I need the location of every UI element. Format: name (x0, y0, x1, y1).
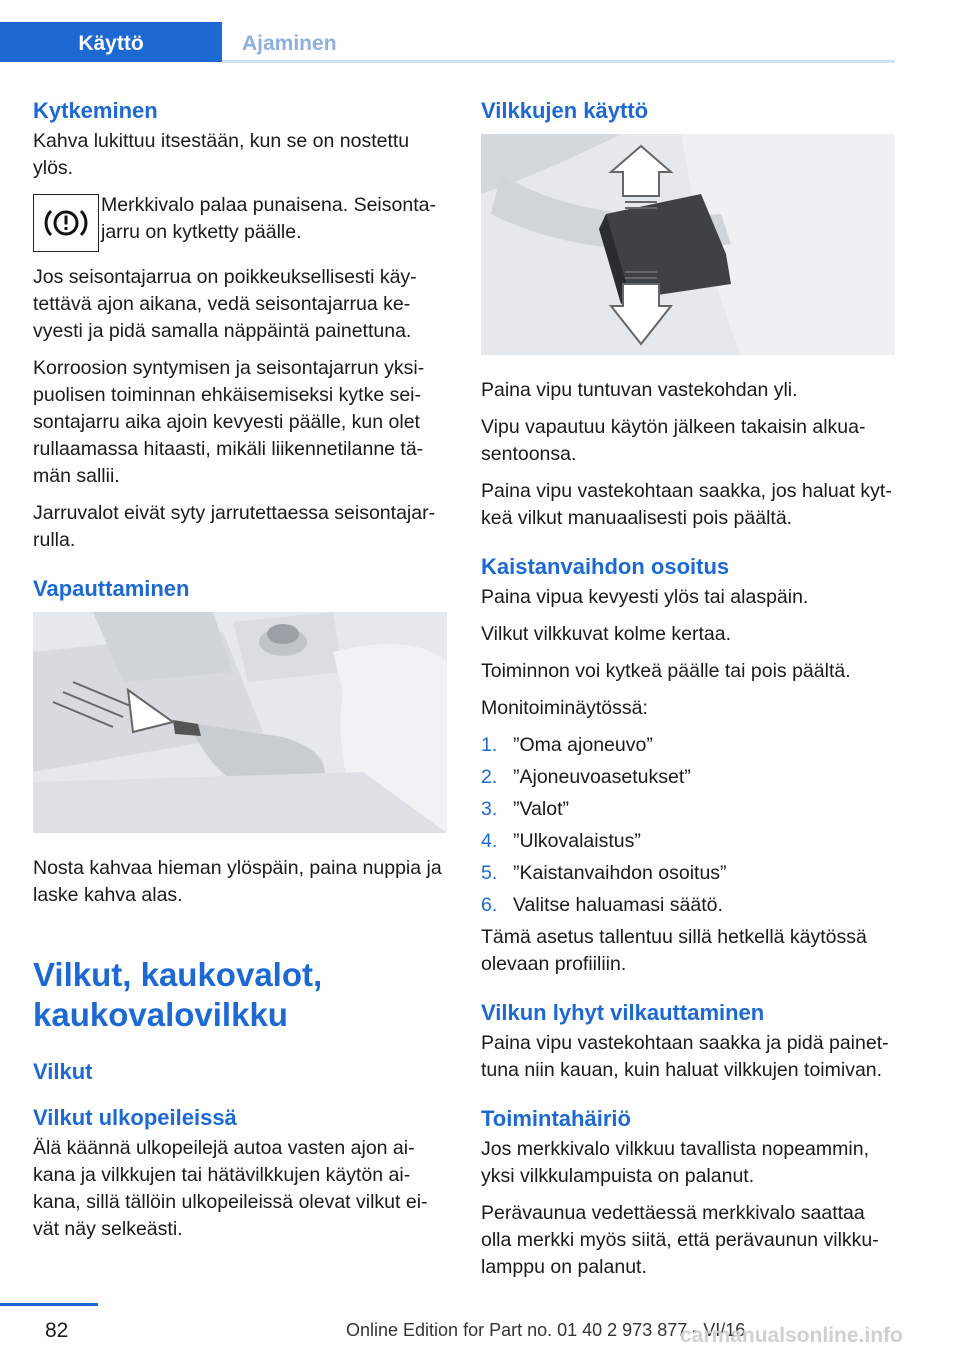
handbrake-illustration (33, 612, 447, 833)
heading-vapauttaminen: Vapauttaminen (33, 576, 190, 601)
turn-signal-lever-illustration (481, 134, 895, 355)
tab-ajaminen: Ajaminen (242, 32, 337, 55)
header-rule (222, 60, 895, 63)
left-column (33, 96, 447, 1253)
parking-brake-warning-icon (33, 194, 99, 252)
kaistanvaihto-p3: Toiminnon voi kytkeä päälle tai pois päältä. (481, 660, 851, 682)
right-column (481, 96, 895, 1291)
kaistanvaihto-p2: Vilkut vilkkuvat kolme kertaa. (481, 623, 731, 645)
heading-vilkut: Vilkut (33, 1059, 93, 1084)
kytkeminen-p1: Kahva lukittuu itsestään, kun se on nostettu ylös. (33, 130, 410, 179)
list-item: 2. ”Ajoneuvoasetukset” (481, 766, 691, 788)
heading-kytkeminen: Kytkeminen (33, 98, 158, 123)
vilkkujen-p1: Paina vipu tuntuvan vastekohdan yli. (481, 379, 798, 401)
tab-kaytto: Käyttö (0, 22, 222, 62)
kytkeminen-p2: Jos seisontajarrua on poikkeuksellisesti käy‐tettävä ajon aikana, vedä seisontajarrua ke‐vyesti ja pidä samalla näppäintä painettuna. (33, 266, 417, 342)
vilkkujen-p2: Vipu vapautuu käytön jälkeen takaisin alkua‐sentoonsa. (481, 416, 866, 465)
list-item: 6. Valitse haluamasi säätö. (481, 894, 723, 916)
page-number: 82 (45, 1319, 69, 1342)
heading-lyhyt-vilkautus: Vilkun lyhyt vilkauttaminen (481, 1000, 765, 1025)
heading-toimintahairio: Toimintahäiriö (481, 1106, 631, 1131)
list-item: 4. ”Ulkovalaistus” (481, 830, 641, 852)
menu-steps-list (481, 732, 895, 919)
indicator-text: Merkkivalo palaa punaisena. Seisonta‐jarru on kytketty päälle. (101, 194, 436, 243)
lyhyt-text: Paina vipu vastekohtaan saakka ja pidä painet‐tuna niin kauan, kuin haluat vilkkujen toimivan. (481, 1032, 889, 1081)
kytkeminen-p4: Jarruvalot eivät syty jarrutettaessa seisontajar‐rulla. (33, 502, 436, 551)
kaistanvaihto-p1: Paina vipua kevyesti ylös tai alaspäin. (481, 586, 809, 608)
vapauttaminen-caption: Nosta kahvaa hieman ylöspäin, paina nuppia ja laske kahva alas. (33, 857, 442, 906)
toimintahairio-p1: Jos merkkivalo vilkkuu tavallista nopeammin, yksi vilkkulampuista on palanut. (481, 1138, 869, 1187)
list-item: 1. ”Oma ajoneuvo” (481, 734, 653, 756)
edition-line: Online Edition for Part no. 01 40 2 973 877 - VI/16 (346, 1320, 746, 1340)
watermark: carmanualsonline.info (680, 1324, 903, 1347)
kaistanvaihto-p4: Monitoiminäytössä: (481, 697, 648, 719)
list-item: 5. ”Kaistanvaihdon osoitus” (481, 862, 727, 884)
footer-rule (0, 1303, 98, 1306)
vilkkujen-p3: Paina vipu vastekohtaan saakka, jos haluat kyt‐keä vilkut manuaalisesti pois päältä. (481, 480, 892, 529)
kaistanvaihto-p5: Tämä asetus tallentuu sillä hetkellä käytössä olevaan profiiliin. (481, 926, 867, 975)
section-title: Vilkut, kaukovalot, kaukovalovilkku (33, 956, 323, 1033)
indicator-row (33, 192, 447, 252)
heading-kaistanvaihto: Kaistanvaihdon osoitus (481, 554, 730, 579)
kytkeminen-p3: Korroosion syntymisen ja seisontajarrun yksi‐puolisen toiminnan ehkäisemiseksi kytke sei‐sontajarru aika ajoin kevyesti päälle, kun olet rullaamassa hitaasti, mikäli liikennetilanne tä‐män sallii. (33, 357, 425, 487)
toimintahairio-p2: Perävaunua vedettäessä merkkivalo saattaa olla merkki myös siitä, että perävaunun vilkku‐lamppu on palanut. (481, 1202, 879, 1278)
list-item: 3. ”Valot” (481, 798, 569, 820)
ulkopeileissa-text: Älä käännä ulkopeilejä autoa vasten ajon ai‐kana ja vilkkujen tai hätävilkkujen käytön ai‐kana, sillä tällöin ulkopeileissä olevat vilkut ei‐vät näy selkeästi. (33, 1137, 428, 1240)
heading-vilkkujen-kaytto: Vilkkujen käyttö (481, 98, 649, 123)
heading-vilkut-ulkopeileissa: Vilkut ulkopeileissä (33, 1105, 237, 1130)
